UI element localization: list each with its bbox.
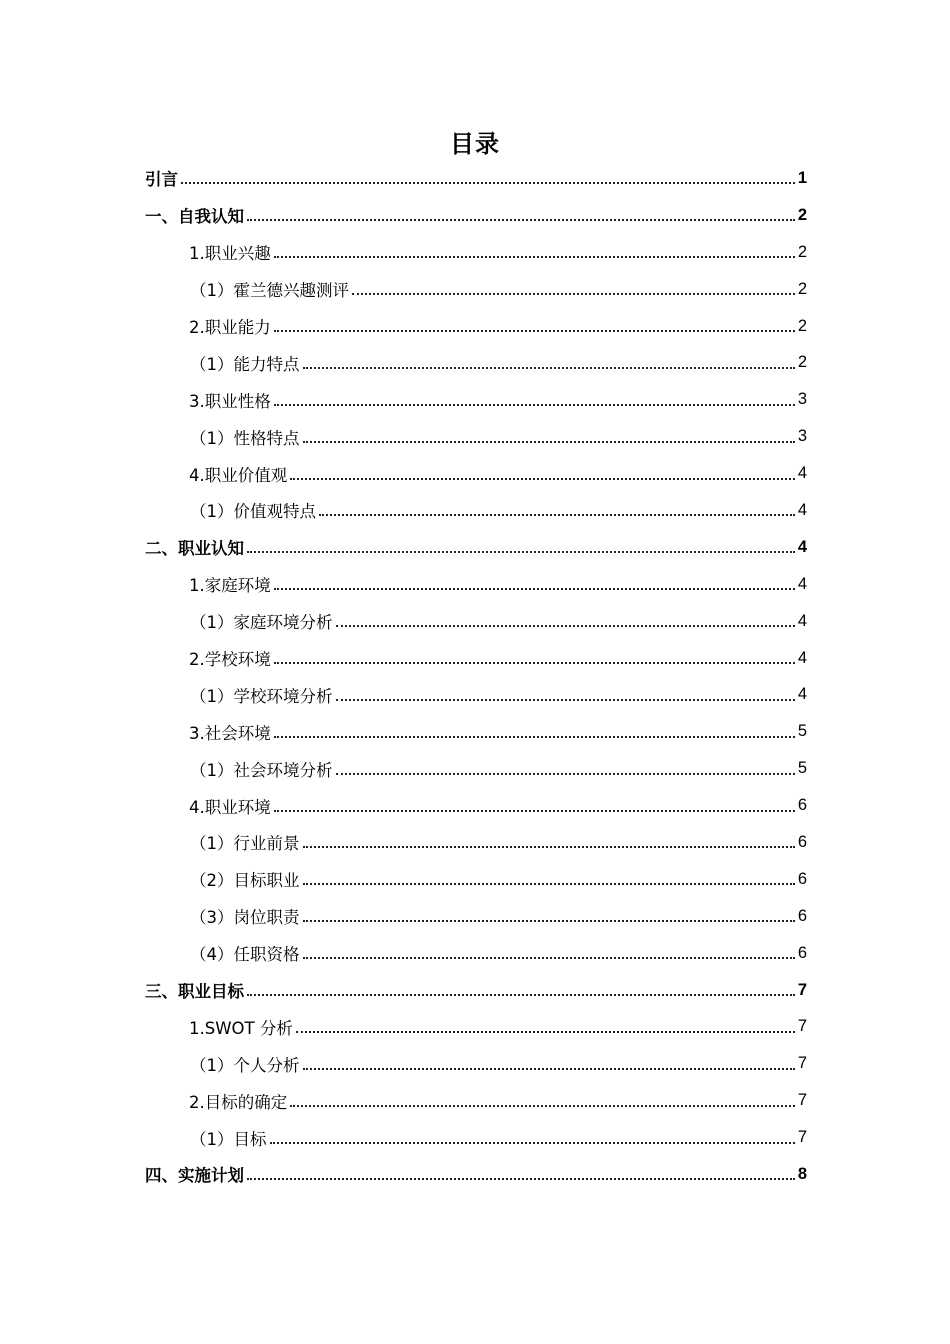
toc-page-number: 7 (797, 1091, 807, 1110)
toc-page-number: 6 (797, 906, 807, 925)
toc-page-number: 3 (797, 427, 807, 446)
toc-entry-text: 引言 (145, 170, 178, 190)
toc-page-number: 5 (797, 759, 807, 778)
toc-entry-text: （1）能力特点 (190, 354, 300, 374)
toc-page-number: 6 (797, 832, 807, 851)
toc-entry-text: 1.SWOT 分析 (189, 1018, 293, 1038)
toc-entry[interactable] (145, 676, 807, 713)
toc-entry[interactable] (145, 824, 807, 861)
toc-page-number: 7 (797, 1017, 807, 1036)
toc-entry[interactable] (145, 1156, 807, 1193)
toc-entry[interactable] (145, 861, 807, 898)
toc-page-number: 2 (797, 279, 807, 298)
toc-entry-text: 1.职业兴趣 (189, 244, 271, 264)
toc-entry[interactable] (145, 750, 807, 787)
toc-entry-text: （1）社会环境分析 (190, 760, 333, 780)
toc-entry[interactable] (145, 713, 807, 750)
toc-entry-text: （2）目标职业 (190, 871, 300, 891)
toc-entry-text: （1）霍兰德兴趣测评 (190, 281, 349, 301)
toc-page-number: 7 (797, 1128, 807, 1147)
toc-entry-text: 一、自我认知 (145, 207, 244, 227)
toc-entry-text: 三、职业目标 (145, 982, 244, 1002)
toc-entry-text: 4.职业价值观 (189, 465, 288, 485)
toc-dot-leader (336, 773, 795, 775)
toc-entry[interactable] (145, 640, 807, 677)
toc-entry[interactable] (145, 271, 807, 308)
toc-page-number: 2 (797, 353, 807, 372)
toc-dot-leader (352, 293, 795, 295)
toc-entry-text: 2.学校环境 (189, 650, 271, 670)
toc-entry[interactable] (145, 344, 807, 381)
toc-entry[interactable] (145, 418, 807, 455)
toc-page-number: 7 (797, 1054, 807, 1073)
toc-entry-text: （4）任职资格 (190, 945, 300, 965)
toc-entry[interactable] (145, 1008, 807, 1045)
toc-dot-leader (274, 662, 795, 664)
toc-entry-text: 2.目标的确定 (189, 1092, 288, 1112)
toc-entry-text: （1）家庭环境分析 (190, 613, 333, 633)
toc-page-number: 8 (797, 1164, 807, 1183)
toc-entry[interactable] (145, 787, 807, 824)
toc-entry-text: （1）性格特点 (190, 428, 300, 448)
toc-entry-text: 3.社会环境 (189, 723, 271, 743)
toc-page-number: 4 (797, 464, 807, 483)
toc-dot-leader (247, 1178, 795, 1180)
toc-title: 目录 (450, 130, 500, 158)
toc-page-number: 1 (797, 168, 807, 187)
toc-entry-text: 4.职业环境 (189, 797, 271, 817)
toc-entry-text: （1）价值观特点 (190, 502, 316, 522)
toc-page-number: 2 (797, 242, 807, 261)
toc-dot-leader (274, 810, 795, 812)
toc-dot-leader (247, 219, 795, 221)
toc-entry-text: 1.家庭环境 (189, 576, 271, 596)
toc-page-number: 7 (797, 980, 807, 999)
toc-entry-text: 2.职业能力 (189, 318, 271, 337)
toc-page-number: 4 (797, 685, 807, 704)
toc-dot-leader (303, 957, 795, 959)
toc-dot-leader (296, 1031, 795, 1033)
toc-page-number: 4 (797, 574, 807, 593)
toc-dot-leader (336, 625, 795, 627)
toc-entry[interactable] (145, 160, 807, 197)
toc-entry[interactable] (145, 492, 807, 529)
toc-entry[interactable] (145, 603, 807, 640)
toc-dot-leader (274, 404, 795, 406)
toc-page-number: 4 (797, 648, 807, 667)
toc-page-number: 6 (797, 869, 807, 888)
toc-entry-text: （1）行业前景 (190, 834, 300, 854)
toc-page-number: 6 (797, 943, 807, 962)
toc-entry-text: 二、职业认知 (145, 539, 244, 559)
toc-dot-leader (247, 994, 795, 996)
toc-dot-leader (303, 846, 795, 848)
toc-dot-leader (303, 883, 795, 885)
toc-dot-leader (274, 588, 795, 590)
toc-entry[interactable] (145, 197, 807, 234)
toc-entry-text: （1）目标 (190, 1129, 267, 1149)
toc-page-number: 2 (797, 316, 807, 335)
toc-page-number: 3 (797, 390, 807, 409)
toc-entry-text: 3.职业性格 (189, 391, 271, 411)
toc-page-number: 5 (797, 722, 807, 741)
toc-entry-text: （1）个人分析 (190, 1055, 300, 1075)
toc-entry[interactable] (145, 566, 807, 603)
toc-entry[interactable] (145, 1082, 807, 1119)
toc-dot-leader (303, 920, 795, 922)
toc-dot-leader (274, 330, 795, 332)
toc-entry[interactable] (145, 381, 807, 418)
toc-entry[interactable] (145, 898, 807, 935)
toc-dot-leader (303, 441, 795, 443)
toc-dot-leader (181, 182, 795, 184)
toc-dot-leader (274, 256, 795, 258)
toc-entry-text: （1）学校环境分析 (190, 686, 333, 706)
toc-dot-leader (274, 736, 795, 738)
toc-dot-leader (303, 1068, 795, 1070)
toc-dot-leader (290, 1105, 795, 1107)
toc-dot-leader (303, 367, 795, 369)
toc-dot-leader (319, 514, 795, 516)
toc-entry[interactable] (145, 972, 807, 1009)
toc-dot-leader (270, 1142, 795, 1144)
toc-entry[interactable] (145, 1045, 807, 1082)
toc-entry-text: 四、实施计划 (145, 1166, 244, 1186)
toc-dot-leader (336, 699, 795, 701)
toc-entry[interactable] (145, 529, 807, 566)
toc-page-number: 2 (797, 205, 807, 224)
toc-dot-leader (290, 478, 795, 480)
toc-page-number: 4 (797, 500, 807, 519)
table-of-contents (145, 160, 807, 1193)
toc-page-number: 4 (797, 537, 807, 556)
toc-entry[interactable] (145, 455, 807, 492)
toc-dot-leader (247, 551, 795, 553)
toc-entry[interactable] (145, 308, 807, 345)
toc-entry-text: （3）岗位职责 (190, 908, 300, 928)
toc-entry[interactable] (145, 234, 807, 271)
toc-page-number: 4 (797, 611, 807, 630)
toc-page-number: 6 (797, 796, 807, 815)
toc-entry[interactable] (145, 1119, 807, 1156)
toc-entry[interactable] (145, 935, 807, 972)
